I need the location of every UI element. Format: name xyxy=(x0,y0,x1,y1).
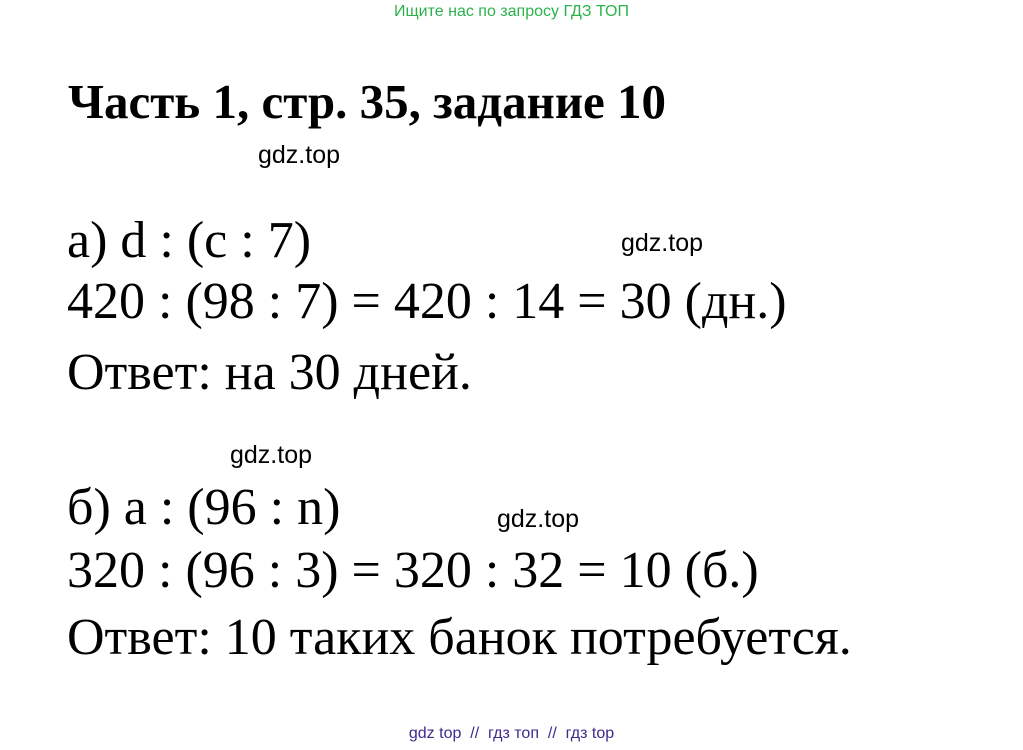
part-a-calculation: 420 : (98 : 7) = 420 : 14 = 30 (дн.) xyxy=(67,273,787,330)
search-banner: Ищите нас по запросу ГДЗ ТОП xyxy=(394,3,629,20)
part-a-expression: а) d : (c : 7) xyxy=(67,212,312,269)
part-b-expression: б) a : (96 : n) xyxy=(67,479,341,536)
part-a-answer: Ответ: на 30 дней. xyxy=(67,344,472,401)
part-b-calculation: 320 : (96 : 3) = 320 : 32 = 10 (б.) xyxy=(67,542,759,599)
page-title: Часть 1, стр. 35, задание 10 xyxy=(68,74,667,129)
watermark: gdz.top xyxy=(497,505,580,533)
footer-links: gdz top // гдз топ // гдз top xyxy=(408,725,615,742)
watermark: gdz.top xyxy=(621,229,704,257)
watermark: gdz.top xyxy=(258,141,341,169)
part-b-answer: Ответ: 10 таких банок потребуется. xyxy=(67,609,852,666)
watermark: gdz.top xyxy=(230,441,313,469)
